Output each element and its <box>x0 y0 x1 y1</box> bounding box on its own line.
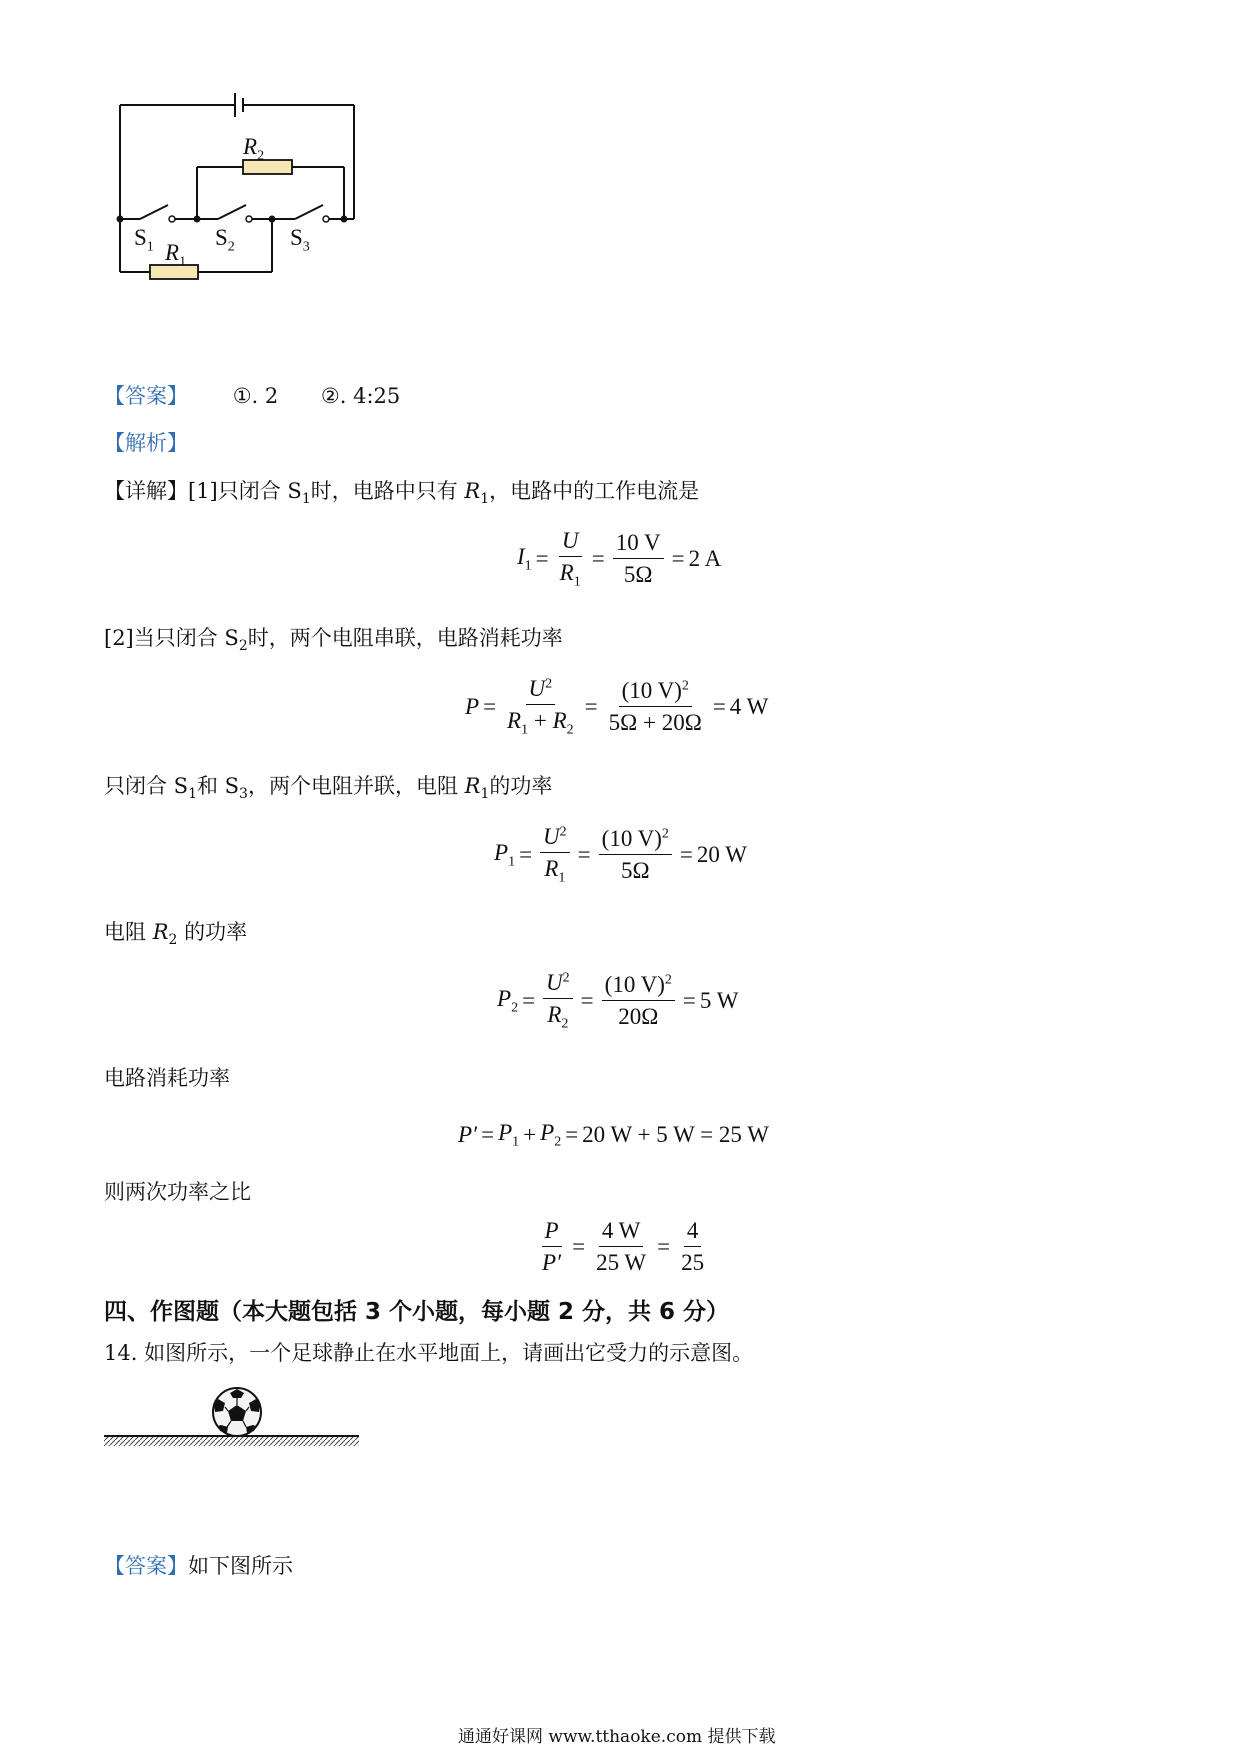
formula-current: $I_1$ = $\frac{U}{R_1}$ = $\frac{10 V}{5\Omega}$ = 2 A <box>517 528 722 590</box>
ground-hatching <box>104 1436 359 1446</box>
formula-ratio: $\frac{P}{P'}$ = $\frac{4 W}{25 W}$ = $\frac{4}{25}$ <box>542 1218 705 1275</box>
detail-paragraph-5: 电路消耗功率 <box>104 1066 230 1090</box>
detail-paragraph-2: [2]当只闭合 $S_2$时，两个电阻串联，电路消耗功率 <box>104 626 563 655</box>
r1-label: $R_1$ <box>165 240 187 270</box>
formula-total-power: P′ = $P_1$ + $P_2$ = 20 W + 5 W = 25 W <box>458 1120 769 1150</box>
s2-label: $S_2$ <box>215 225 235 255</box>
analysis-label: 【解析】 <box>104 431 188 455</box>
question-14: 14. 如图所示，一个足球静止在水平地面上，请画出它受力的示意图。 <box>104 1341 754 1365</box>
s3-label: $S_3$ <box>290 225 310 255</box>
detail-label: 【详解】 <box>104 479 188 503</box>
answer-label: 【答案】 <box>104 384 188 408</box>
detail-paragraph-4: 电阻 $R_2$ 的功率 <box>104 920 248 949</box>
answer-label: 【答案】 <box>104 1554 188 1578</box>
answer-13 <box>104 386 400 407</box>
circuit-diagram <box>100 85 400 320</box>
page-footer: 通通好课网 www.tthaoke.com 提供下载 <box>458 1727 776 1747</box>
answer-2: ②. 4:25 <box>320 384 401 408</box>
answer-14: 【答案】如下图所示 <box>104 1554 293 1578</box>
football-icon <box>213 1388 261 1436</box>
formula-p2: $P_2$ = $\frac{U^2}{R_2}$ = $\frac{(10 V)^2}{20\Omega}$ = 5 W <box>497 970 739 1032</box>
answer-1: ①. 2 <box>232 384 279 408</box>
detail-paragraph-6: 则两次功率之比 <box>104 1180 251 1204</box>
football-figure <box>100 1385 365 1455</box>
detail-paragraph-3: 只闭合 $S_1$和 $S_3$，两个电阻并联，电阻 $R_1$的功率 <box>104 774 553 803</box>
s1-label: $S_1$ <box>134 225 154 255</box>
formula-series-power: P = $\frac{U^2}{R_1 + R_2}$ = $\frac{(10 V)^2}{5\Omega + 20\Omega}$ = 4 W <box>465 676 769 738</box>
r2-label: $R_2$ <box>243 134 265 164</box>
section-heading: 四、作图题（本大题包括 3 个小题，每小题 2 分，共 6 分） <box>104 1299 730 1325</box>
circuit-drawing <box>100 85 400 320</box>
formula-p1: $P_1$ = $\frac{U^2}{R_1}$ = $\frac{(10 V)^2}{5\Omega}$ = 20 W <box>494 824 747 886</box>
detail-paragraph-1: 【详解】[1]只闭合 $S_1$时，电路中只有 $R_1$，电路中的工作电流是 <box>104 479 700 508</box>
